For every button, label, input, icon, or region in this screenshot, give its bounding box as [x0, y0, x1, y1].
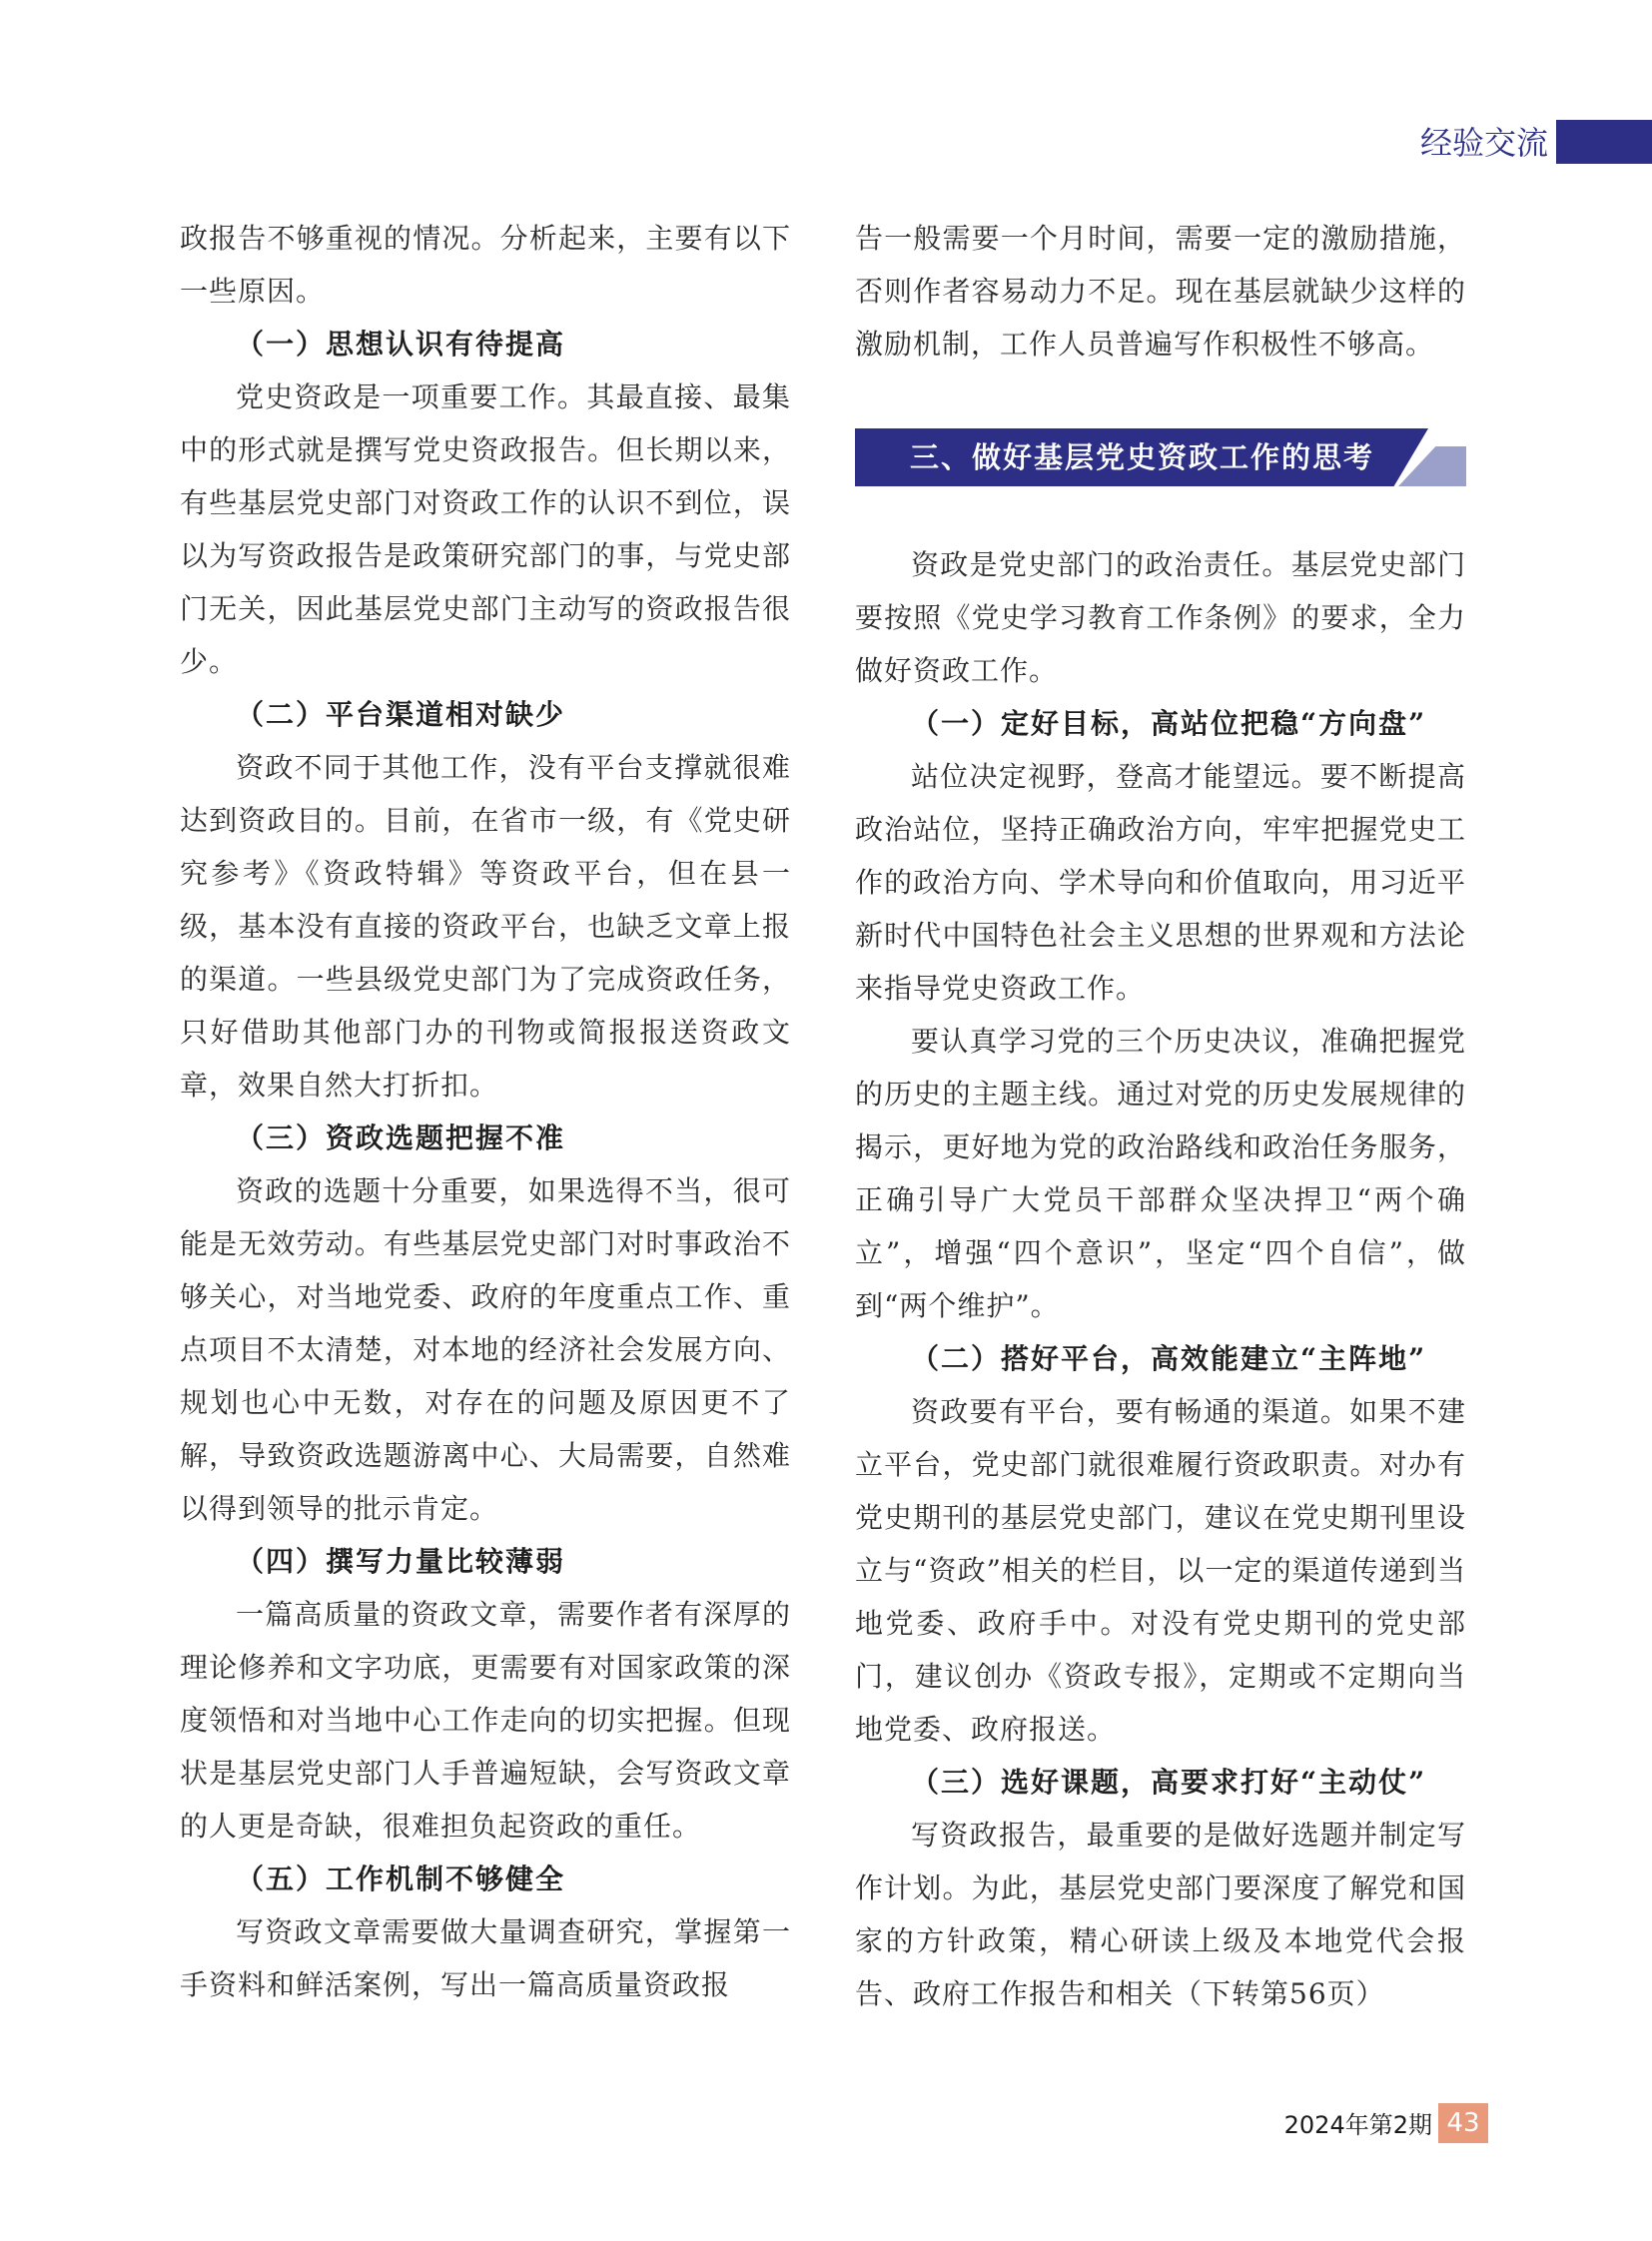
subheading-4: （四）撰写力量比较薄弱	[236, 1545, 566, 1578]
subheading-1: （一）思想认识有待提高	[236, 328, 566, 361]
right-column	[855, 212, 1466, 2020]
subheading-r3: （三）选好课题，高要求打好“主动仗”	[911, 1766, 1427, 1799]
paragraph-5: 写资政文章需要做大量调查研究，掌握第一手资料和鲜活案例，写出一篇高质量资政报	[180, 1915, 791, 2001]
paragraph-4: 一篇高质量的资政文章，需要作者有深厚的理论修养和文字功底，更需要有对国家政策的深度领悟和对当地中心工作走向的切实把握。但现状是基层党史部门人手普遍短缺，会写资政文章的人更是奇缺，很难担负起资政的重任。	[180, 1598, 791, 1843]
section-heading-title: 三、做好基层党史资政工作的思考	[910, 440, 1375, 474]
subheading-2: （二）平台渠道相对缺少	[236, 698, 566, 731]
paragraph-r1b: 要认真学习党的三个历史决议，准确把握党的历史的主题主线。通过对党的历史发展规律的揭示，更好地为党的政治路线和政治任务服务，正确引导广大党员干部群众坚决捍卫“两个确立”，增强“四个意识”，坚定“四个自信”，做到“两个维护”。	[855, 1025, 1466, 1322]
paragraph-r1a: 站位决定视野，登高才能望远。要不断提高政治站位，坚持正确政治方向，牢牢把握党史工作的政治方向、学术导向和价值取向，用习近平新时代中国特色社会主义思想的世界观和方法论来指导党史资政工作。	[855, 760, 1466, 1005]
subheading-r2: （二）搭好平台，高效能建立“主阵地”	[911, 1342, 1427, 1375]
subheading-5: （五）工作机制不够健全	[236, 1863, 566, 1895]
subheading-r1: （一）定好目标，高站位把稳“方向盘”	[911, 707, 1427, 740]
section-label: 经验交流	[1419, 124, 1548, 162]
section-label-bar	[1556, 120, 1652, 164]
paragraph-r2: 资政要有平台，要有畅通的渠道。如果不建立平台，党史部门就很难履行资政职责。对办有党史期刊的基层党史部门，建议在党史期刊里设立与“资政”相关的栏目，以一定的渠道传递到当地党委、政府手中。对没有党史期刊的党史部门，建议创办《资政专报》，定期或不定期向当地党委、政府报送。	[855, 1395, 1466, 1746]
paragraph-section-intro: 资政是党史部门的政治责任。基层党史部门要按照《党史学习教育工作条例》的要求，全力做好资政工作。	[855, 548, 1466, 687]
issue-label: 2024年第2期	[1283, 2111, 1432, 2139]
left-column	[180, 212, 791, 2011]
paragraph-intro: 政报告不够重视的情况。分析起来，主要有以下一些原因。	[180, 222, 791, 308]
paragraph-1: 党史资政是一项重要工作。其最直接、最集中的形式就是撰写党史资政报告。但长期以来，有些基层党史部门对资政工作的认识不到位，误以为写资政报告是政策研究部门的事，与党史部门无关，因此基层党史部门主动写的资政报告很少。	[180, 380, 791, 678]
paragraph-3: 资政的选题十分重要，如果选得不当，很可能是无效劳动。有些基层党史部门对时事政治不够关心，对当地党委、政府的年度重点工作、重点项目不太清楚，对本地的经济社会发展方向、规划也心中无数，对存在的问题及原因更不了解，导致资政选题游离中心、大局需要，自然难以得到领导的批示肯定。	[180, 1174, 791, 1525]
paragraph-continued: 告一般需要一个月时间，需要一定的激励措施，否则作者容易动力不足。现在基层就缺少这样的激励机制，工作人员普遍写作积极性不够高。	[855, 222, 1466, 361]
paragraph-r3: 写资政报告，最重要的是做好选题并制定写作计划。为此，基层党史部门要深度了解党和国家的方针政策，精心研读上级及本地党代会报告、政府工作报告和相关（下转第56页）	[855, 1819, 1466, 2010]
subheading-3: （三）资政选题把握不准	[236, 1121, 566, 1154]
page-number: 43	[1438, 2103, 1488, 2143]
paragraph-2: 资政不同于其他工作，没有平台支撑就很难达到资政目的。目前，在省市一级，有《党史研究参考》《资政特辑》等资政平台，但在县一级，基本没有直接的资政平台，也缺乏文章上报的渠道。一些县级党史部门为了完成资政任务，只好借助其他部门办的刊物或简报报送资政文章，效果自然大打折扣。	[180, 751, 791, 1102]
section-heading-banner	[855, 428, 1466, 486]
